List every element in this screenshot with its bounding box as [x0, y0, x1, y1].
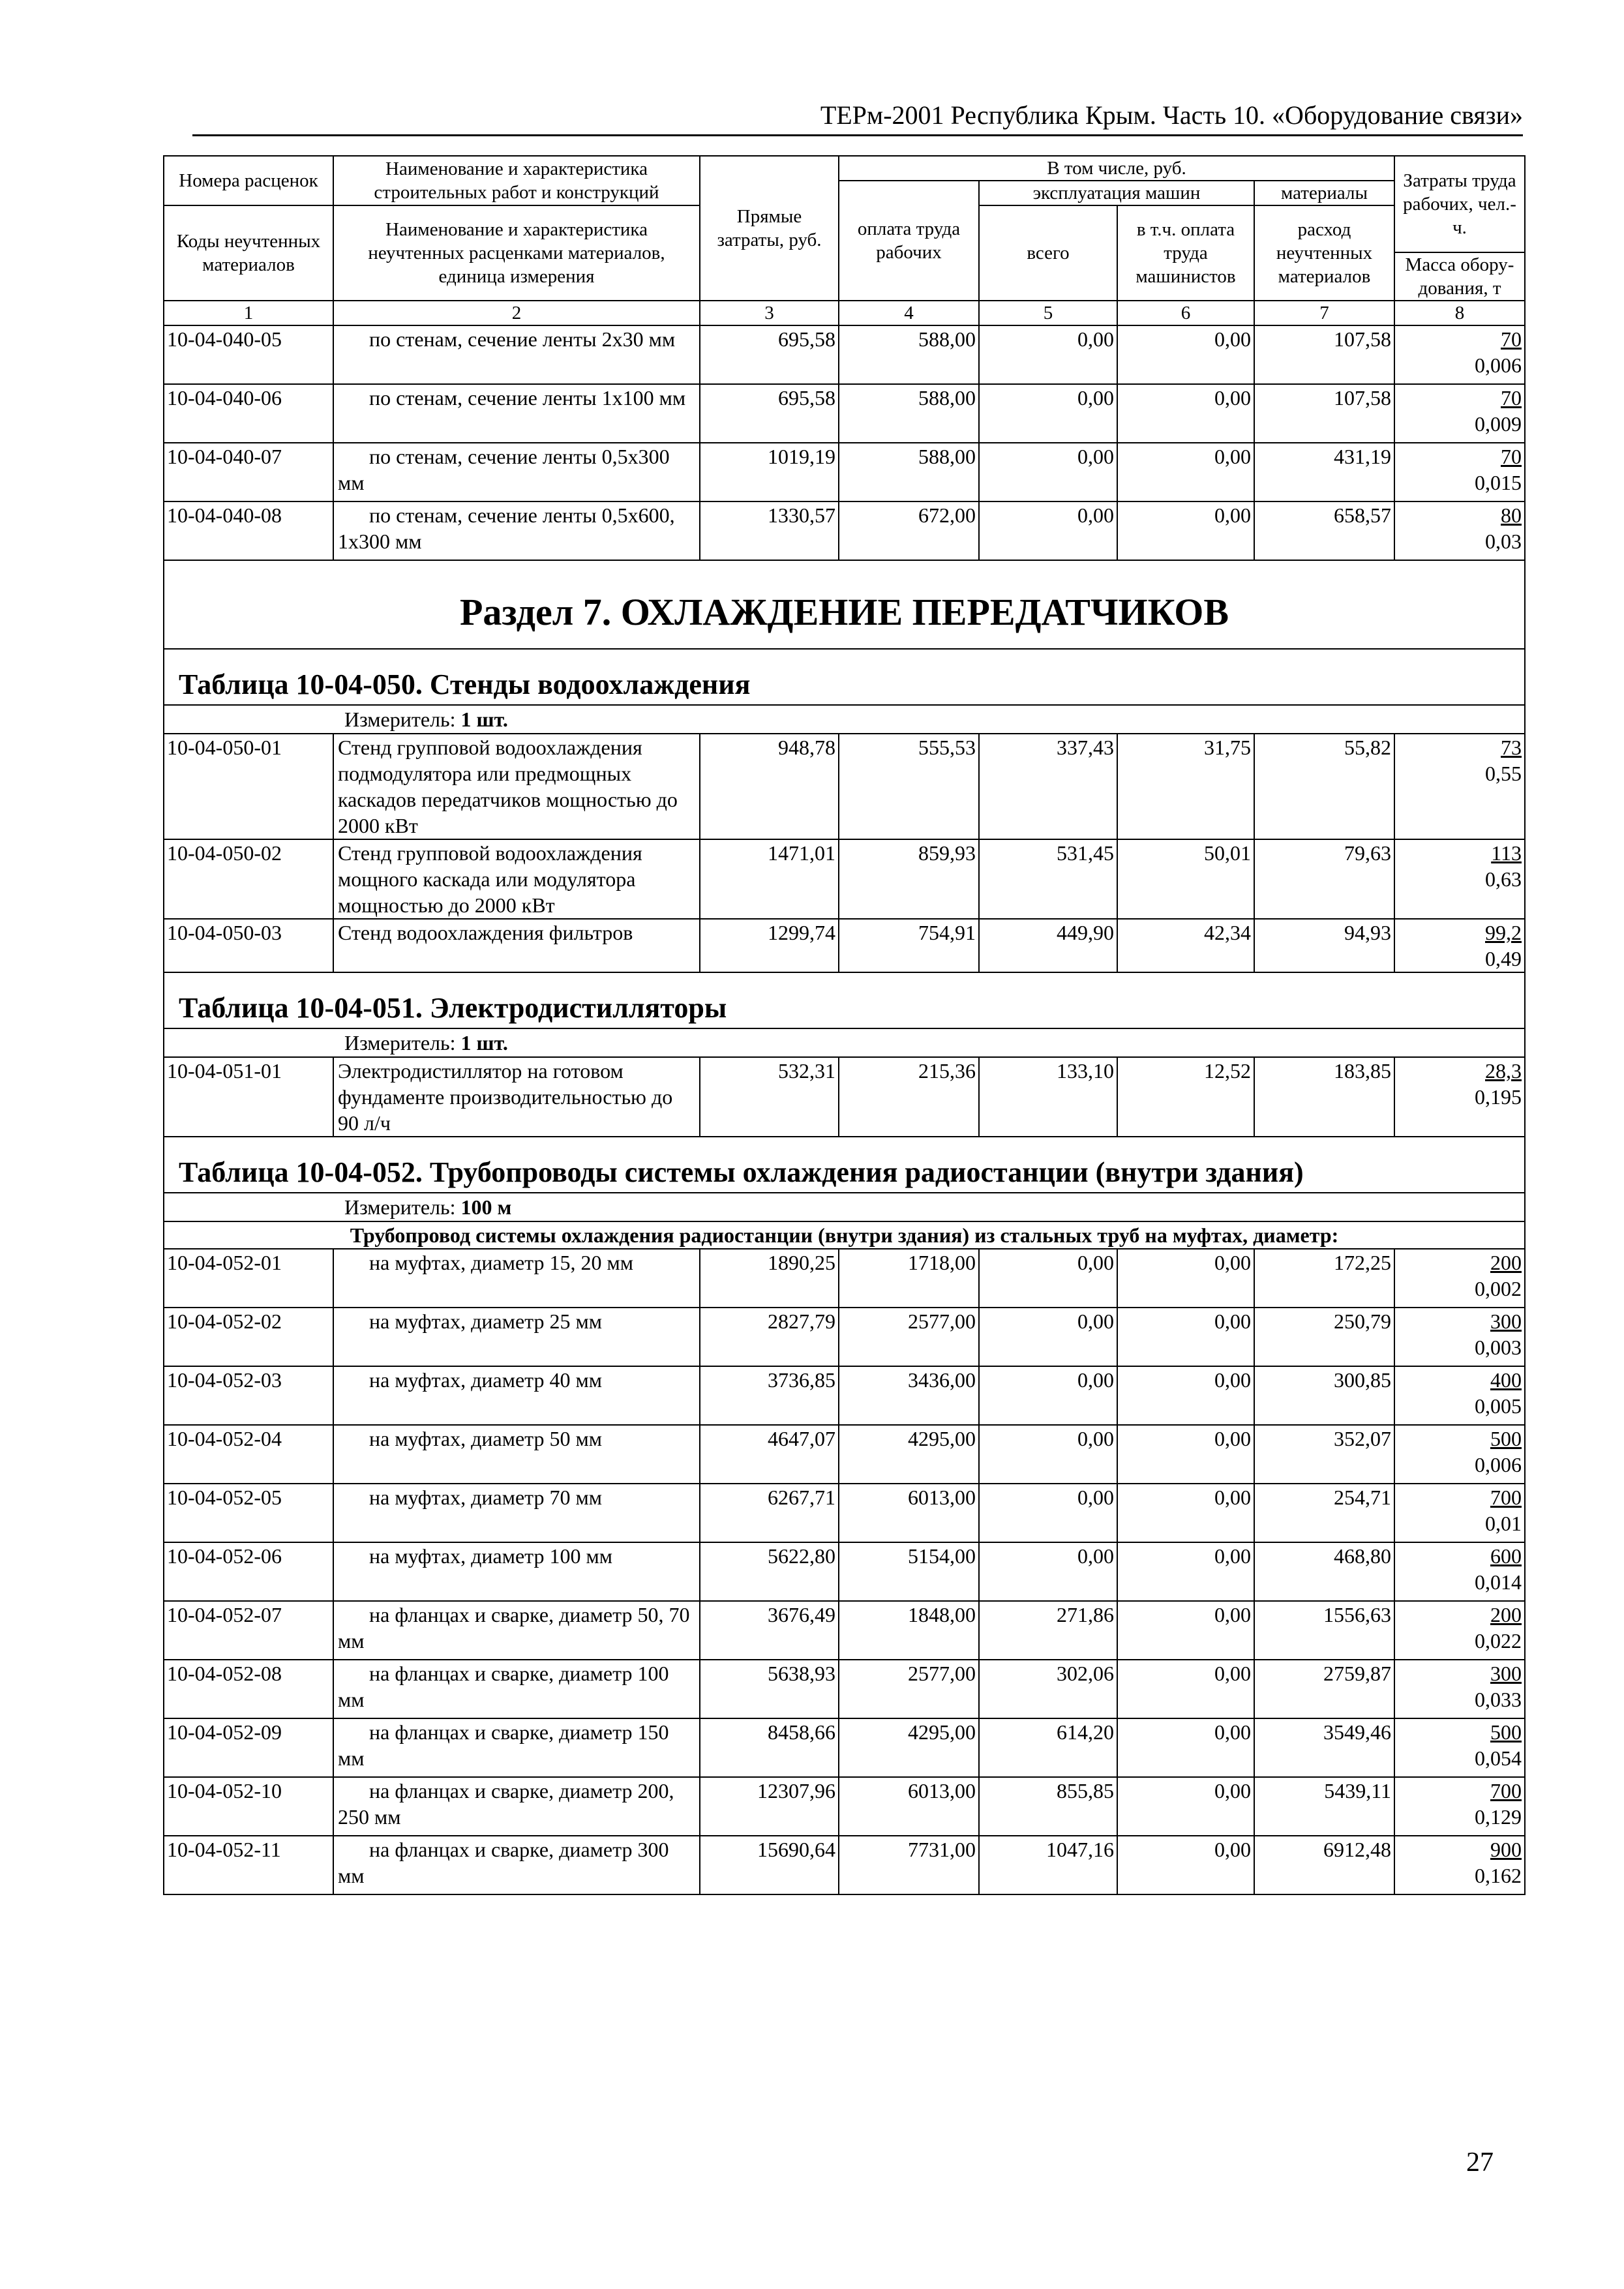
table-row	[164, 1484, 1525, 1542]
unit-value: 1 шт.	[460, 1031, 508, 1055]
rows-group-040	[164, 325, 1525, 560]
table-row	[164, 734, 1525, 839]
rate-name: на муфтах, диаметр 25 мм	[333, 1308, 700, 1366]
unit-050	[164, 705, 1525, 734]
labor-hours: 700	[1490, 1779, 1522, 1803]
page-number: 27	[1466, 2147, 1494, 2177]
rate-name: по стенам, сечение ленты 2х30 мм	[333, 325, 700, 384]
labor-cost: 588,00	[839, 443, 979, 501]
rate-name: на фланцах и сварке, диаметр 100 мм	[333, 1660, 700, 1718]
hours-mass-cell	[1394, 1308, 1525, 1366]
rate-name: на фланцах и сварке, диаметр 150 мм	[333, 1718, 700, 1777]
labor-hours: 300	[1490, 1309, 1522, 1333]
material-cost: 183,85	[1254, 1057, 1394, 1137]
labor-hours: 113	[1491, 841, 1522, 865]
material-cost: 5439,11	[1254, 1777, 1394, 1836]
rate-name: по стенам, сечение ленты 1х100 мм	[333, 384, 700, 443]
rate-code: 10-04-052-09	[164, 1718, 333, 1777]
machine-cost: 0,00	[979, 1249, 1117, 1308]
machine-cost: 133,10	[979, 1057, 1117, 1137]
labor-cost: 3436,00	[839, 1366, 979, 1425]
material-cost: 431,19	[1254, 443, 1394, 501]
machine-cost: 449,90	[979, 919, 1117, 972]
machinist-cost: 0,00	[1117, 384, 1254, 443]
labor-hours: 200	[1490, 1603, 1522, 1626]
material-cost: 2759,87	[1254, 1660, 1394, 1718]
machine-cost: 0,00	[979, 1308, 1117, 1366]
material-cost: 94,93	[1254, 919, 1394, 972]
material-cost: 658,57	[1254, 501, 1394, 560]
labor-cost: 672,00	[839, 501, 979, 560]
rate-name: Стенд водоохлаждения фильтров	[333, 919, 700, 972]
subheading-052: Трубопровод системы охлаждения радиостанции (внутри здания) из стальных труб на муфтах, диаметр:	[164, 1221, 1525, 1249]
material-cost: 107,58	[1254, 384, 1394, 443]
labor-hours: 300	[1490, 1662, 1522, 1685]
rate-code: 10-04-040-08	[164, 501, 333, 560]
labor-hours: 500	[1490, 1720, 1522, 1744]
col-hours-header: Затраты труда рабочих, чел.-ч.	[1394, 156, 1525, 252]
rate-code: 10-04-052-05	[164, 1484, 333, 1542]
table-row	[164, 501, 1525, 560]
table-row	[164, 443, 1525, 501]
labor-hours: 200	[1490, 1251, 1522, 1274]
table-row	[164, 1542, 1525, 1601]
rate-code: 10-04-052-02	[164, 1308, 333, 1366]
material-cost: 250,79	[1254, 1308, 1394, 1366]
material-cost: 468,80	[1254, 1542, 1394, 1601]
equipment-mass: 0,006	[1475, 1453, 1522, 1476]
labor-hours: 600	[1490, 1544, 1522, 1568]
rate-name: на фланцах и сварке, диаметр 300 мм	[333, 1836, 700, 1894]
machine-cost: 0,00	[979, 443, 1117, 501]
equipment-mass: 0,03	[1485, 530, 1522, 553]
labor-hours: 28,3	[1485, 1059, 1522, 1083]
rate-name: на фланцах и сварке, диаметр 200, 250 мм	[333, 1777, 700, 1836]
col-num: 4	[839, 301, 979, 325]
hours-mass-cell	[1394, 1601, 1525, 1660]
hours-mass-cell	[1394, 1366, 1525, 1425]
material-cost: 254,71	[1254, 1484, 1394, 1542]
rate-code: 10-04-050-02	[164, 839, 333, 919]
material-cost: 55,82	[1254, 734, 1394, 839]
rate-code: 10-04-052-10	[164, 1777, 333, 1836]
machine-cost: 0,00	[979, 1542, 1117, 1601]
labor-hours: 700	[1490, 1486, 1522, 1509]
table-row	[164, 1308, 1525, 1366]
direct-cost: 695,58	[700, 325, 839, 384]
equipment-mass: 0,015	[1475, 471, 1522, 494]
labor-cost: 2577,00	[839, 1660, 979, 1718]
equipment-mass: 0,003	[1475, 1336, 1522, 1359]
labor-cost: 7731,00	[839, 1836, 979, 1894]
rows-group-050	[164, 734, 1525, 972]
labor-hours: 70	[1501, 386, 1522, 410]
price-table	[163, 155, 1526, 1895]
direct-cost: 15690,64	[700, 1836, 839, 1894]
machinist-cost: 0,00	[1117, 1836, 1254, 1894]
unit-051	[164, 1028, 1525, 1057]
rate-name: на муфтах, диаметр 40 мм	[333, 1366, 700, 1425]
hours-mass-cell	[1394, 1777, 1525, 1836]
machinist-cost: 0,00	[1117, 1425, 1254, 1484]
rate-name: Стенд групповой водоохлаждения мощного каскада или модулятора мощностью до 2000 кВт	[333, 839, 700, 919]
table-title-051: Таблица 10-04-051. Электродистилляторы	[164, 972, 1525, 1028]
direct-cost: 8458,66	[700, 1718, 839, 1777]
rate-name: на муфтах, диаметр 15, 20 мм	[333, 1249, 700, 1308]
equipment-mass: 0,022	[1475, 1629, 1522, 1653]
machine-cost: 855,85	[979, 1777, 1117, 1836]
table-row	[164, 839, 1525, 919]
section-7	[164, 560, 1525, 734]
labor-cost: 2577,00	[839, 1308, 979, 1366]
machine-cost: 0,00	[979, 1366, 1117, 1425]
equipment-mass: 0,129	[1475, 1805, 1522, 1829]
direct-cost: 2827,79	[700, 1308, 839, 1366]
rate-name: по стенам, сечение ленты 0,5х600, 1х300 мм	[333, 501, 700, 560]
hours-mass-cell	[1394, 839, 1525, 919]
machinist-cost: 0,00	[1117, 1484, 1254, 1542]
col-mach-labor-header: в т.ч. оплата труда машинистов	[1117, 205, 1254, 301]
table-051-heading	[164, 972, 1525, 1057]
rate-code: 10-04-040-06	[164, 384, 333, 443]
material-cost: 1556,63	[1254, 1601, 1394, 1660]
rate-name: на муфтах, диаметр 70 мм	[333, 1484, 700, 1542]
material-cost: 107,58	[1254, 325, 1394, 384]
machinist-cost: 0,00	[1117, 1366, 1254, 1425]
labor-hours: 400	[1490, 1368, 1522, 1392]
machinist-cost: 0,00	[1117, 1308, 1254, 1366]
direct-cost: 1890,25	[700, 1249, 839, 1308]
table-row	[164, 1425, 1525, 1484]
table-row	[164, 1660, 1525, 1718]
rate-code: 10-04-040-07	[164, 443, 333, 501]
hours-mass-cell	[1394, 384, 1525, 443]
rate-name: на муфтах, диаметр 50 мм	[333, 1425, 700, 1484]
material-cost: 300,85	[1254, 1366, 1394, 1425]
direct-cost: 695,58	[700, 384, 839, 443]
equipment-mass: 0,63	[1485, 867, 1522, 891]
rate-code: 10-04-052-03	[164, 1366, 333, 1425]
labor-cost: 859,93	[839, 839, 979, 919]
rate-code: 10-04-040-05	[164, 325, 333, 384]
labor-cost: 4295,00	[839, 1425, 979, 1484]
table-title-052: Таблица 10-04-052. Трубопроводы системы охлаждения радиостанции (внутри здания)	[164, 1137, 1525, 1193]
labor-cost: 555,53	[839, 734, 979, 839]
equipment-mass: 0,006	[1475, 353, 1522, 377]
machinist-cost: 0,00	[1117, 1542, 1254, 1601]
hours-mass-cell	[1394, 734, 1525, 839]
direct-cost: 1471,01	[700, 839, 839, 919]
rate-code: 10-04-050-03	[164, 919, 333, 972]
hours-mass-cell	[1394, 1057, 1525, 1137]
material-cost: 352,07	[1254, 1425, 1394, 1484]
direct-cost: 5622,80	[700, 1542, 839, 1601]
table-title-050: Таблица 10-04-050. Стенды водоохлаждения	[164, 649, 1525, 705]
machine-cost: 271,86	[979, 1601, 1117, 1660]
col-mat-usage-header: расход неучтенных материалов	[1254, 205, 1394, 301]
equipment-mass: 0,002	[1475, 1277, 1522, 1300]
col-num: 8	[1394, 301, 1525, 325]
hours-mass-cell	[1394, 325, 1525, 384]
direct-cost: 5638,93	[700, 1660, 839, 1718]
labor-hours: 99,2	[1485, 921, 1522, 944]
equipment-mass: 0,033	[1475, 1688, 1522, 1711]
labor-cost: 1718,00	[839, 1249, 979, 1308]
col-machines-header: эксплуатация машин	[979, 181, 1254, 205]
hours-mass-cell	[1394, 919, 1525, 972]
col-unaccounted-code-header: Коды неучтенных материалов	[164, 205, 333, 301]
machinist-cost: 42,34	[1117, 919, 1254, 972]
labor-hours: 70	[1501, 445, 1522, 468]
table-row	[164, 1249, 1525, 1308]
hours-mass-cell	[1394, 443, 1525, 501]
table-row	[164, 1836, 1525, 1894]
col-num: 5	[979, 301, 1117, 325]
col-unaccounted-name-header: Наименование и характеристика неучтенных расценками материалов, единица измерения	[333, 205, 700, 301]
machinist-cost: 0,00	[1117, 325, 1254, 384]
labor-hours: 70	[1501, 327, 1522, 351]
direct-cost: 3736,85	[700, 1366, 839, 1425]
table-row	[164, 1777, 1525, 1836]
rate-code: 10-04-050-01	[164, 734, 333, 839]
table-row	[164, 325, 1525, 384]
table-row	[164, 1601, 1525, 1660]
machine-cost: 614,20	[979, 1718, 1117, 1777]
direct-cost: 4647,07	[700, 1425, 839, 1484]
machinist-cost: 50,01	[1117, 839, 1254, 919]
machinist-cost: 0,00	[1117, 1718, 1254, 1777]
rows-group-052	[164, 1249, 1525, 1894]
direct-cost: 1330,57	[700, 501, 839, 560]
unit-052	[164, 1193, 1525, 1221]
labor-cost: 215,36	[839, 1057, 979, 1137]
machinist-cost: 12,52	[1117, 1057, 1254, 1137]
table-row	[164, 1366, 1525, 1425]
table-row	[164, 384, 1525, 443]
machinist-cost: 0,00	[1117, 1660, 1254, 1718]
labor-cost: 6013,00	[839, 1484, 979, 1542]
col-mach-total-header: всего	[979, 205, 1117, 301]
col-num: 1	[164, 301, 333, 325]
hours-mass-cell	[1394, 1718, 1525, 1777]
labor-cost: 754,91	[839, 919, 979, 972]
machinist-cost: 0,00	[1117, 1249, 1254, 1308]
machine-cost: 0,00	[979, 1484, 1117, 1542]
equipment-mass: 0,01	[1485, 1512, 1522, 1535]
direct-cost: 948,78	[700, 734, 839, 839]
machine-cost: 0,00	[979, 325, 1117, 384]
rate-code: 10-04-051-01	[164, 1057, 333, 1137]
labor-cost: 588,00	[839, 325, 979, 384]
table-row	[164, 1057, 1525, 1137]
hours-mass-cell	[1394, 1249, 1525, 1308]
rate-code: 10-04-052-11	[164, 1836, 333, 1894]
machinist-cost: 0,00	[1117, 443, 1254, 501]
labor-cost: 5154,00	[839, 1542, 979, 1601]
machine-cost: 0,00	[979, 1425, 1117, 1484]
equipment-mass: 0,55	[1485, 762, 1522, 785]
machine-cost: 337,43	[979, 734, 1117, 839]
direct-cost: 3676,49	[700, 1601, 839, 1660]
labor-hours: 500	[1490, 1427, 1522, 1450]
col-num: 6	[1117, 301, 1254, 325]
labor-hours: 900	[1490, 1838, 1522, 1861]
col-num: 7	[1254, 301, 1394, 325]
labor-hours: 80	[1501, 503, 1522, 527]
rate-name: на муфтах, диаметр 100 мм	[333, 1542, 700, 1601]
machine-cost: 0,00	[979, 501, 1117, 560]
machinist-cost: 0,00	[1117, 1601, 1254, 1660]
rate-code: 10-04-052-01	[164, 1249, 333, 1308]
unit-label: Измеритель:	[344, 708, 461, 731]
unit-value: 100 м	[460, 1195, 512, 1219]
rate-name: по стенам, сечение ленты 0,5х300 мм	[333, 443, 700, 501]
col-code-header: Номера расценок	[164, 156, 333, 205]
direct-cost: 1299,74	[700, 919, 839, 972]
labor-hours: 73	[1501, 736, 1522, 759]
running-header: ТЕРм-2001 Республика Крым. Часть 10. «Оборудование связи»	[192, 97, 1523, 136]
hours-mass-cell	[1394, 1484, 1525, 1542]
equipment-mass: 0,195	[1475, 1085, 1522, 1109]
hours-mass-cell	[1394, 1542, 1525, 1601]
rate-name: на фланцах и сварке, диаметр 50, 70 мм	[333, 1601, 700, 1660]
table-row	[164, 1718, 1525, 1777]
labor-cost: 6013,00	[839, 1777, 979, 1836]
machine-cost: 0,00	[979, 384, 1117, 443]
col-name-header: Наименование и характеристика строительных работ и конструкций	[333, 156, 700, 205]
rows-group-051	[164, 1057, 1525, 1137]
machine-cost: 302,06	[979, 1660, 1117, 1718]
machinist-cost: 31,75	[1117, 734, 1254, 839]
hours-mass-cell	[1394, 1425, 1525, 1484]
equipment-mass: 0,054	[1475, 1746, 1522, 1770]
labor-cost: 588,00	[839, 384, 979, 443]
labor-cost: 1848,00	[839, 1601, 979, 1660]
table-052-heading	[164, 1137, 1525, 1249]
rate-code: 10-04-052-08	[164, 1660, 333, 1718]
machine-cost: 531,45	[979, 839, 1117, 919]
equipment-mass: 0,162	[1475, 1864, 1522, 1887]
rate-code: 10-04-052-06	[164, 1542, 333, 1601]
equipment-mass: 0,014	[1475, 1570, 1522, 1594]
direct-cost: 6267,71	[700, 1484, 839, 1542]
material-cost: 79,63	[1254, 839, 1394, 919]
direct-cost: 12307,96	[700, 1777, 839, 1836]
direct-cost: 532,31	[700, 1057, 839, 1137]
col-num: 2	[333, 301, 700, 325]
direct-cost: 1019,19	[700, 443, 839, 501]
table-row	[164, 919, 1525, 972]
section-title: Раздел 7. ОХЛАЖДЕНИЕ ПЕРЕДАТЧИКОВ	[164, 560, 1525, 649]
hours-mass-cell	[1394, 1660, 1525, 1718]
material-cost: 3549,46	[1254, 1718, 1394, 1777]
rate-name: Электродистиллятор на готовом фундаменте производительностью до 90 л/ч	[333, 1057, 700, 1137]
col-num: 3	[700, 301, 839, 325]
equipment-mass: 0,49	[1485, 947, 1522, 970]
equipment-mass: 0,005	[1475, 1394, 1522, 1418]
col-labor-header: оплата труда рабочих	[839, 181, 979, 301]
unit-label: Измеритель:	[344, 1195, 461, 1219]
rate-code: 10-04-052-04	[164, 1425, 333, 1484]
unit-value: 1 шт.	[460, 708, 508, 731]
col-mass-header: Масса обору-дования, т	[1394, 252, 1525, 301]
col-incl-header: В том числе, руб.	[839, 156, 1394, 181]
col-direct-header: Прямые затраты, руб.	[700, 156, 839, 301]
rate-code: 10-04-052-07	[164, 1601, 333, 1660]
hours-mass-cell	[1394, 1836, 1525, 1894]
labor-cost: 4295,00	[839, 1718, 979, 1777]
hours-mass-cell	[1394, 501, 1525, 560]
unit-label: Измеритель:	[344, 1031, 461, 1055]
machinist-cost: 0,00	[1117, 501, 1254, 560]
rate-name: Стенд групповой водоохлаждения подмодулятора или предмощных каскадов передатчиков мощностью до 2000 кВт	[333, 734, 700, 839]
machinist-cost: 0,00	[1117, 1777, 1254, 1836]
machine-cost: 1047,16	[979, 1836, 1117, 1894]
material-cost: 6912,48	[1254, 1836, 1394, 1894]
equipment-mass: 0,009	[1475, 412, 1522, 436]
col-materials-header: материалы	[1254, 181, 1394, 205]
material-cost: 172,25	[1254, 1249, 1394, 1308]
table-header	[164, 156, 1525, 325]
